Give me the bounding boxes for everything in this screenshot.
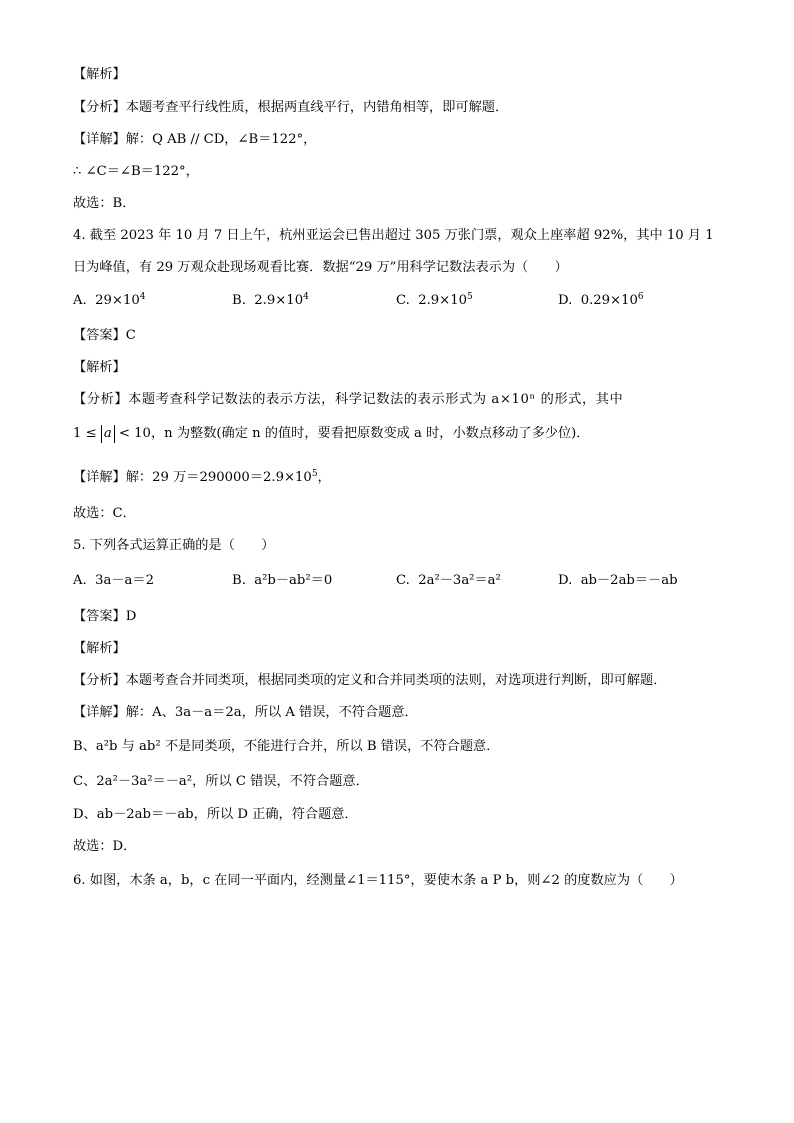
q5-solution-d: D、ab－2ab＝－ab，所以 D 正确，符合题意． xyxy=(73,807,358,822)
q4-answer: 【答案】C xyxy=(73,328,136,343)
section-jiexi-label: 【解析】 xyxy=(73,67,126,82)
q5-option-a: A. 3a－a＝2 xyxy=(73,573,154,588)
q6-stem: 6. 如图，木条 a，b，c 在同一平面内，经测量∠1＝115°，要使木条 a P b，则∠2 的度数应为（ ） xyxy=(73,873,683,888)
q5-option-d: D. ab－2ab＝－ab xyxy=(558,573,678,588)
q4-choice: 故选：C． xyxy=(73,506,136,521)
solution-step: ∴ ∠C＝∠B＝122°， xyxy=(73,164,199,179)
abs-value: a xyxy=(101,425,115,443)
q4-option-b: B. $2.9\times 10^4$ xyxy=(232,292,309,308)
q5-solution-a: 【详解】解：A、3a－a＝2a，所以 A 错误，不符合题意． xyxy=(73,705,418,720)
q5-solution-b: B、a²b 与 ab² 不是同类项，不能进行合并，所以 B 错误，不符合题意． xyxy=(73,739,500,754)
q5-stem: 5. 下列各式运算正确的是（ ） xyxy=(73,538,275,553)
q5-choice: 故选：D． xyxy=(73,839,137,854)
q5-option-c: C. 2a²－3a²＝a² xyxy=(396,573,501,588)
q5-solution-c: C、2a²－3a²＝－a²，所以 C 错误，不符合题意． xyxy=(73,774,369,789)
q4-jiexi-label: 【解析】 xyxy=(73,360,126,375)
q4-solution: 【详解】解：29 万$=290000=2.9\times 10^5$， xyxy=(73,469,331,485)
q5-analysis: 【分析】本题考查合并同类项，根据同类项的定义和合并同类项的法则，对选项进行判断，即可解题． xyxy=(73,673,667,688)
q4-stem-line-1: 4. 截至 2023 年 10 月 7 日上午，杭州亚运会已售出超过 305 万张门票，观众上座率超 92%，其中 10 月 1 xyxy=(73,228,714,243)
q4-option-d: D. $0.29\times 10^6$ xyxy=(558,292,644,308)
q4-option-c: C. $2.9\times 10^5$ xyxy=(396,292,473,308)
q5-jiexi-label: 【解析】 xyxy=(73,641,126,656)
q4-analysis-line-2: 1 ≤ a < 10，n 为整数(确定 n 的值时，要看把原数变成 a 时，小数点移动了多少位)． xyxy=(73,426,590,441)
q4-analysis-line-1: 【分析】本题考查科学记数法的表示方法，科学记数法的表示形式为 a×10ⁿ 的形式，其中 xyxy=(73,392,624,407)
q4-stem-line-2: 日为峰值，有 29 万观众赴现场观看比赛．数据“29 万”用科学记数法表示为（ ） xyxy=(73,260,568,275)
solution-text: 【详解】解：Q AB // CD，∠B＝122°， xyxy=(73,132,317,147)
analysis-text: 【分析】本题考查平行线性质，根据两直线平行，内错角相等，即可解题． xyxy=(73,100,509,115)
q5-answer: 【答案】D xyxy=(73,609,137,624)
q4-option-a: A. $29\times 10^4$ xyxy=(73,292,146,308)
choice-line: 故选：B． xyxy=(73,196,136,211)
q5-option-b: B. a²b－ab²＝0 xyxy=(232,573,333,588)
